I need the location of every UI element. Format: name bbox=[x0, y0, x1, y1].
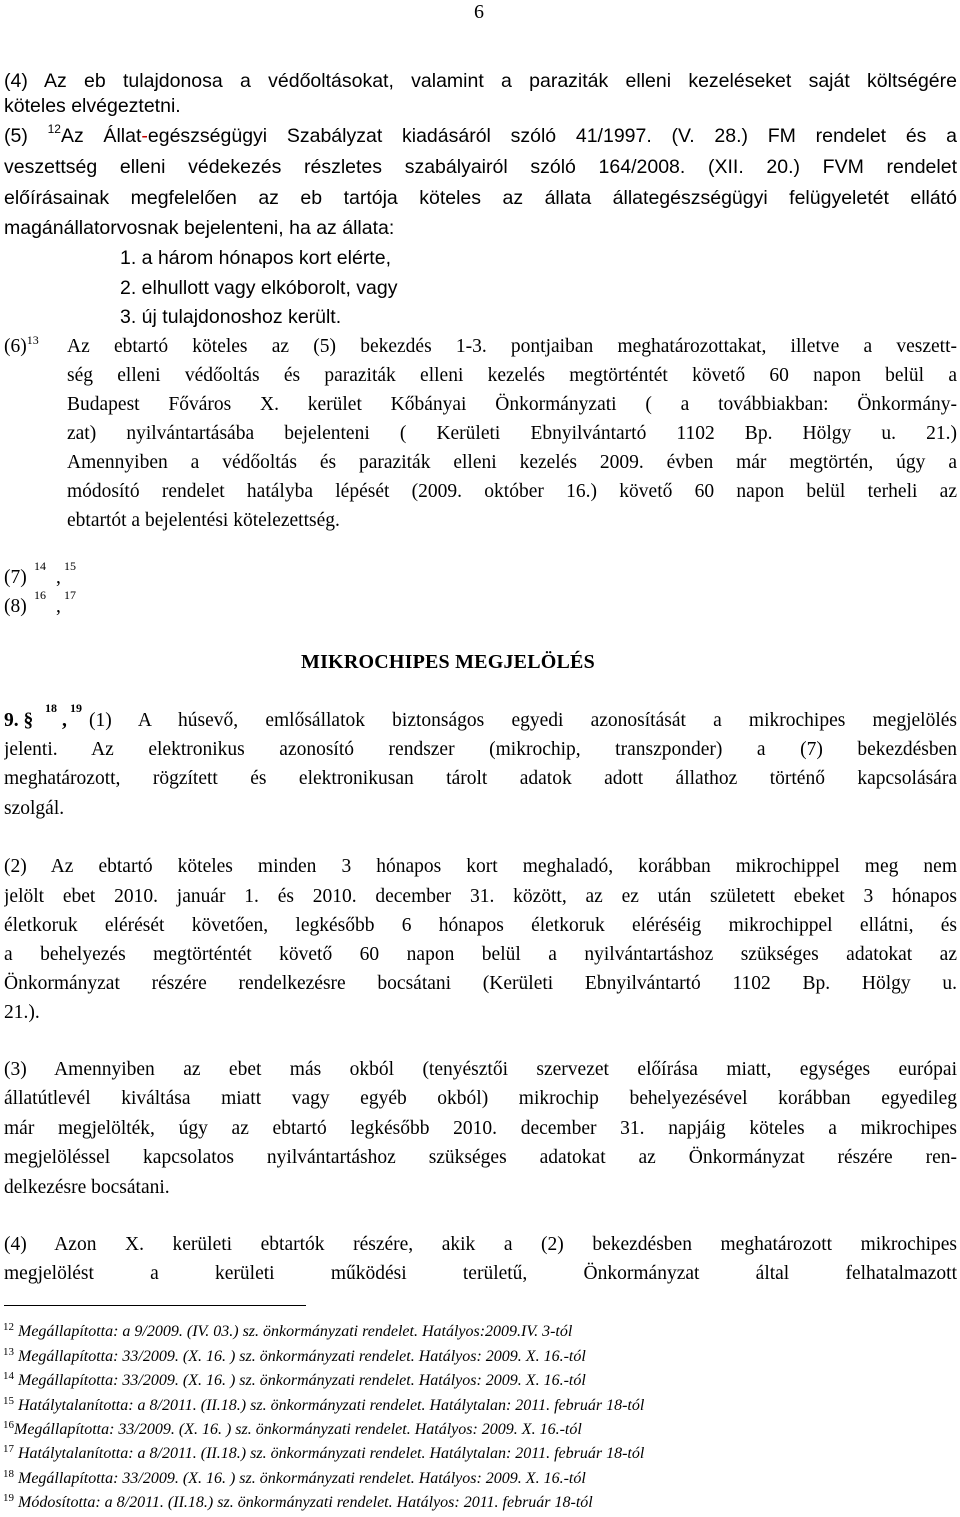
para6-line-7: ebtartót a bejelentési kötelezettség. bbox=[67, 510, 340, 531]
para6-line-2: ség elleni védőoltás és paraziták elleni kezelés megtörténtét követő 60 napon belül a bbox=[67, 365, 957, 386]
footnote-18 bbox=[3, 1469, 586, 1489]
footnote-text: Hatálytalanította: a 8/2011. (II.18.) sz. önkormányzati rendelet. Hatálytalan: 2011. február 18-tól bbox=[18, 1397, 645, 1414]
s9-para3-line-2: állatútlevél kiváltása miatt vagy egyéb okból) mikrochip behelyezésével korábban egyedileg bbox=[4, 1088, 957, 1109]
footnote-num: 18 bbox=[3, 1468, 14, 1480]
section-heading: MIKROCHIPES MEGJELÖLÉS bbox=[301, 651, 595, 673]
para6-line-6: módosító rendelet hatályba lépését (2009. október 16.) követő 60 napon belül terheli az bbox=[67, 481, 957, 502]
para6-line-4: zat) nyilvántartásába bejelenteni ( Kerületi Ebnyilvántartó 1102 Bp. Hölgy u. 21.) bbox=[67, 423, 957, 444]
footnote-num: 12 bbox=[3, 1321, 14, 1333]
para6-line-5: Amennyiben a védőoltás és paraziták elleni kezelés 2009. évben már megtörtén, úgy a bbox=[67, 452, 957, 473]
footnote-num: 17 bbox=[3, 1443, 14, 1455]
para5-line-3: előírásainak megfelelően az eb tartója köteles az állata állategészségügyi felügyeletét ellátó bbox=[4, 187, 957, 209]
s9-para3-line-1: (3) Amennyiben az ebet más okból (tenyésztői szervezet előírása miatt, egységes európai bbox=[4, 1059, 957, 1080]
footnote-num: 13 bbox=[3, 1346, 14, 1358]
footnote-14 bbox=[3, 1371, 586, 1391]
para6-prefix bbox=[4, 335, 39, 359]
footnote-16 bbox=[3, 1420, 582, 1440]
footnote-text: Hatálytalanította: a 8/2011. (II.18.) sz. önkormányzati rendelet. Hatálytalan: 2011. február 18-tól bbox=[18, 1445, 645, 1462]
footnote-ref-18: 18 bbox=[45, 701, 57, 715]
para6-line-1: Az ebtartó köteles az (5) bekezdés 1-3. pontjaiban meghatározottakat, illetve a veszett- bbox=[67, 336, 957, 357]
para5-hyphen: - bbox=[141, 125, 148, 147]
para4-line-2: köteles elvégeztetni. bbox=[4, 95, 181, 117]
section9-label: 9. § bbox=[4, 710, 34, 731]
para4-line-1: (4) Az eb tulajdonosa a védőoltásokat, valamint a paraziták elleni kezeléseket saját költségére bbox=[4, 70, 957, 92]
s9-para2-line-1: (2) Az ebtartó köteles minden 3 hónapos kort meghaladó, korábban mikrochippel meg nem bbox=[4, 856, 957, 877]
s9-para2-line-2: jelölt ebet 2010. január 1. és 2010. december 31. között, az ez után született ebeket 3 hónapos bbox=[4, 886, 957, 907]
s9-para1-line-1: (1) A húsevő, emlősállatok biztonságos egyedi azonosítását a mikrochipes megjelölés bbox=[89, 710, 957, 731]
footnote-text: Megállapította: 33/2009. (X. 16. ) sz. önkormányzati rendelet. Hatályos: 2009. X. 16.-tól bbox=[18, 1470, 586, 1487]
s9-para1-line-4: szolgál. bbox=[4, 798, 65, 819]
para5-item-3: 3. új tulajdonoshoz került. bbox=[120, 306, 342, 328]
page-number: 6 bbox=[474, 1, 484, 23]
para6-num: (6) bbox=[4, 336, 27, 357]
para7-num: (7) bbox=[4, 567, 27, 588]
footnote-ref-14: 14 bbox=[34, 559, 46, 573]
para5-line-4: magánállatorvosnak bejelenteni, ha az állata: bbox=[4, 217, 395, 239]
footnote-15 bbox=[3, 1396, 644, 1416]
footnote-num: 19 bbox=[3, 1492, 14, 1504]
footnote-19 bbox=[3, 1493, 593, 1513]
footnote-text: Megállapította: 33/2009. (X. 16. ) sz. önkormányzati rendelet. Hatályos: 2009. X. 16.-tól bbox=[18, 1372, 586, 1389]
footnote-text: Módosította: a 8/2011. (II.18.) sz. önkormányzati rendelet. Hatályos: 2011. február 18-tól bbox=[18, 1494, 593, 1511]
para5-prefix: (5) bbox=[4, 125, 48, 147]
footnote-num: 14 bbox=[3, 1370, 14, 1382]
para5-item-1: 1. a három hónapos kort elérte, bbox=[120, 247, 391, 269]
footnote-13 bbox=[3, 1347, 586, 1367]
footnote-ref-19: 19 bbox=[70, 701, 82, 715]
footnote-ref-16: 16 bbox=[34, 588, 46, 602]
para5-line-2: veszettség elleni védekezés részletes szabályairól szóló 164/2008. (XII. 20.) FVM rendelet bbox=[4, 156, 957, 178]
footnote-text: Megállapította: 33/2009. (X. 16. ) sz. önkormányzati rendelet. Hatályos: 2009. X. 16.-tól bbox=[18, 1348, 586, 1365]
para8-num: (8) bbox=[4, 596, 27, 617]
para6-line-3: Budapest Főváros X. kerület Kőbányai Önkormányzati ( a továbbiakban: Önkormány- bbox=[67, 394, 957, 415]
s9-para3-line-4: megjelöléssel kapcsolatos nyilvántartáshoz szükséges adatokat az Önkormányzat részére ren- bbox=[4, 1147, 957, 1168]
para7-sep: , bbox=[56, 567, 61, 588]
footnote-num: 15 bbox=[3, 1395, 14, 1407]
footnote-12 bbox=[3, 1322, 572, 1342]
para8-sep: , bbox=[56, 596, 61, 617]
para5-text-a: Az Állat bbox=[60, 125, 142, 147]
footnote-num: 16 bbox=[3, 1419, 14, 1431]
s9-para1-line-2: jelenti. Az elektronikus azonosító rendszer (mikrochip, transzponder) a (7) bekezdésben bbox=[4, 739, 957, 760]
footnote-separator bbox=[4, 1305, 306, 1306]
s9-para4-line-1: (4) Azon X. kerületi ebtartók részére, akik a (2) bekezdésben meghatározott mikrochipes bbox=[4, 1234, 957, 1255]
s9-para3-line-5: delkezésre bocsátani. bbox=[4, 1177, 170, 1198]
s9-para4-line-2: megjelölést a kerületi működési területű, Önkormányzat által felhatalmazott bbox=[4, 1263, 957, 1284]
footnote-ref-12: 12 bbox=[47, 124, 61, 136]
footnote-ref-13: 13 bbox=[26, 333, 39, 347]
s9-para1-line-3: meghatározott, rögzített és elektronikusan tárolt adatok adott állathoz történő kapcsolására bbox=[4, 768, 957, 789]
section9-num bbox=[4, 709, 33, 733]
s9-para3-line-3: már megjelölték, úgy az ebtartó legkésőbb 2010. december 31. napjáig köteles a mikrochipes bbox=[4, 1118, 957, 1139]
s9-para2-line-6: 21.). bbox=[4, 1002, 40, 1023]
footnote-ref-15: 15 bbox=[64, 559, 76, 573]
s9-para2-line-5: Önkormányzat részére rendelkezésre bocsátani (Kerületi Ebnyilvántartó 1102 Bp. Hölgy u. bbox=[4, 973, 957, 994]
footnote-ref-17: 17 bbox=[64, 588, 76, 602]
footnote-text: Megállapította: 33/2009. (X. 16. ) sz. önkormányzati rendelet. Hatályos: 2009. X. 16.-tól bbox=[14, 1421, 582, 1438]
para5-item-2: 2. elhullott vagy elkóborolt, vagy bbox=[120, 277, 398, 299]
para5-text-b: egészségügyi Szabályzat kiadásáról szóló 41/1997. (V. 28.) FM rendelet és a bbox=[147, 125, 957, 147]
s9-para2-line-4: a behelyezés megtörténtét követő 60 napon belül a nyilvántartáshoz szükséges adatokat az bbox=[4, 944, 957, 965]
para5-line-1 bbox=[4, 124, 957, 150]
s9-para2-line-3: életkoruk elérését követően, legkésőbb 6 hónapos életkoruk eléréséig mikrochippel ellátni, és bbox=[4, 915, 957, 936]
section9-sep: , bbox=[62, 710, 67, 731]
footnote-17 bbox=[3, 1444, 644, 1464]
footnote-text: Megállapította: a 9/2009. (IV. 03.) sz. önkormányzati rendelet. Hatályos:2009.IV. 3-tól bbox=[18, 1323, 573, 1340]
